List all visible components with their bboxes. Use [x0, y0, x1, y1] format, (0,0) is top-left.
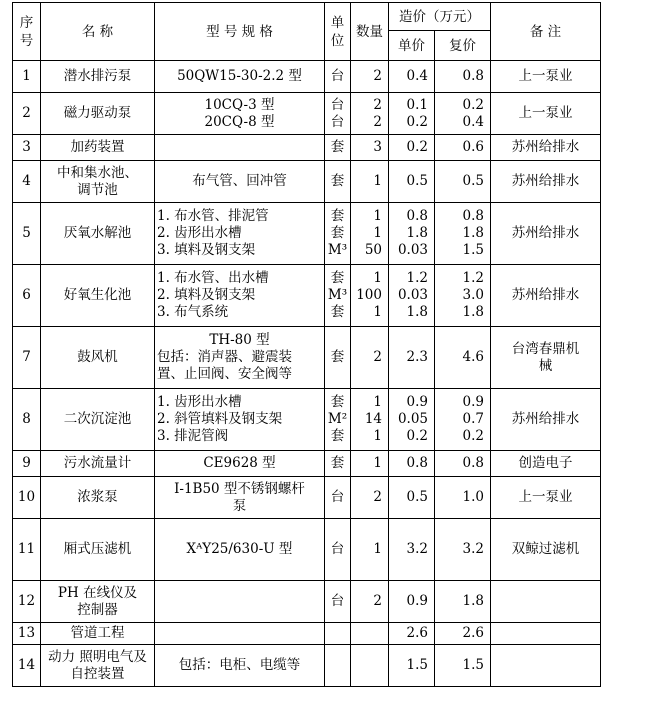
cell-remark: [491, 645, 601, 687]
cell-unit-price-line: 1.2: [406, 270, 428, 286]
cell-unit-price: [389, 135, 435, 161]
cell-unit-price-line: 0.9: [406, 593, 428, 609]
cell-total-price-line: 0.9: [462, 394, 484, 410]
header-unit-price: 单价: [389, 31, 435, 61]
cell-total-price-line: 3.2: [462, 541, 484, 557]
cell-qty: [351, 451, 389, 477]
header-unit: 单位: [325, 3, 351, 61]
cell-total-price: [435, 135, 491, 161]
header-spec: 型 号 规 格: [155, 3, 325, 61]
cell-total-price-line: 1.0: [462, 489, 484, 505]
cell-qty-line: 100: [356, 287, 382, 303]
cell-remark: [491, 327, 601, 389]
cell-qty: [351, 645, 389, 687]
cell-qty: [351, 477, 389, 519]
cell-unit-line: 台: [330, 68, 345, 84]
cell-seq-text: 14: [17, 657, 36, 673]
cell-total-price-line: 0.6: [462, 139, 484, 155]
cell-remark-line: 上一泵业: [518, 105, 573, 121]
cell-total-price-line: 4.6: [462, 349, 484, 365]
cell-seq: [13, 265, 41, 327]
cell-unit-price: [389, 327, 435, 389]
cell-spec: [155, 623, 325, 645]
cell-total-price-line: 1.5: [462, 242, 484, 258]
cell-spec: [155, 519, 325, 581]
cell-qty-line: 3: [373, 139, 382, 155]
cell-name-line: 厌氧水解池: [63, 225, 132, 241]
cell-total-price: [435, 519, 491, 581]
header-name: 名 称: [41, 3, 155, 61]
cell-unit: [325, 581, 351, 623]
cell-total-price-line: 0.5: [462, 173, 484, 189]
cell-name: [41, 203, 155, 265]
header-remark: 备 注: [491, 3, 601, 61]
cell-unit-price: [389, 645, 435, 687]
cell-spec: [155, 389, 325, 451]
cell-unit-price-line: 0.2: [406, 428, 428, 444]
cell-spec: [155, 327, 325, 389]
cell-remark-line: 苏州给排水: [511, 173, 580, 189]
cell-unit-line: 套: [330, 394, 345, 410]
cell-unit-line: 套: [330, 349, 345, 365]
cell-unit-price-line: 0.2: [406, 113, 428, 130]
cell-name-line: 浓浆泵: [77, 489, 118, 505]
cell-total-price: [435, 645, 491, 687]
cell-remark: [491, 203, 601, 265]
cell-remark: [491, 623, 601, 645]
cell-seq-text: 11: [17, 541, 36, 557]
cell-unit-price: [389, 581, 435, 623]
cell-unit-price-line: 0.8: [406, 455, 428, 471]
cell-name-line: 自控装置: [70, 665, 125, 682]
cell-total-price: [435, 61, 491, 93]
cell-qty-line: 1: [373, 225, 382, 241]
cell-spec-line: 20CQ-8 型: [204, 113, 275, 130]
cell-name-line: 好氧生化池: [63, 287, 132, 303]
cell-unit: [325, 519, 351, 581]
cell-name-line: 中和集水池、: [57, 164, 138, 181]
cell-spec-line: 包括：电柜、电缆等: [178, 657, 301, 673]
cell-spec-line: I-1B50 型不锈钢螺杆: [174, 480, 305, 497]
table-row: [13, 161, 601, 203]
cell-unit: [325, 161, 351, 203]
cell-unit-price: [389, 477, 435, 519]
cell-unit-price: [389, 93, 435, 135]
cell-remark-line: 上一泵业: [518, 489, 573, 505]
cell-name: [41, 61, 155, 93]
cell-qty: [351, 203, 389, 265]
cell-remark: [491, 389, 601, 451]
cell-spec-line: XᴬY25/630-U 型: [186, 541, 293, 557]
cell-remark: [491, 477, 601, 519]
cell-unit-line: M³: [327, 287, 348, 303]
cell-name-line: 动力 照明电气及: [48, 648, 147, 665]
cell-total-price-line: 1.8: [462, 304, 484, 320]
cell-total-price-line: 0.7: [462, 411, 484, 427]
cell-unit-price-line: 0.03: [397, 287, 428, 303]
cell-total-price-line: 0.8: [462, 208, 484, 224]
cell-name: [41, 645, 155, 687]
table-row: [13, 623, 601, 645]
cell-qty-line: 2: [373, 113, 382, 130]
cell-name-line: 磁力驱动泵: [63, 105, 132, 121]
cell-remark-line: 创造电子: [518, 455, 573, 471]
cell-spec: [155, 203, 325, 265]
cell-unit-line: 套: [330, 225, 345, 241]
cell-spec-line: 1. 布水管、出水槽: [157, 270, 269, 286]
cell-seq-text: 5: [22, 225, 31, 241]
cell-seq-text: 1: [22, 68, 31, 84]
cell-name-line: 加药装置: [70, 139, 125, 155]
cell-seq: [13, 61, 41, 93]
cell-unit-line: 套: [330, 455, 345, 471]
cell-unit-price-line: 0.5: [406, 489, 428, 505]
cell-qty-line: 1: [373, 173, 382, 189]
cell-total-price-line: 1.8: [462, 593, 484, 609]
cell-seq: [13, 645, 41, 687]
cell-qty: [351, 327, 389, 389]
cell-unit-line: 套: [330, 208, 345, 224]
cell-name-line: 鼓风机: [77, 349, 118, 365]
table-row: [13, 451, 601, 477]
cell-qty-line: 2: [373, 68, 382, 84]
cell-seq: [13, 161, 41, 203]
cell-seq-text: 6: [22, 287, 31, 303]
cell-total-price: [435, 451, 491, 477]
cell-total-price-line: 0.4: [462, 113, 484, 130]
cell-spec-line: 3. 布气系统: [157, 304, 229, 320]
cell-qty-line: 50: [364, 242, 382, 258]
cell-unit: [325, 451, 351, 477]
cell-seq-text: 3: [22, 139, 31, 155]
cell-spec-line: 2. 齿形出水槽: [157, 225, 242, 241]
cell-seq: [13, 581, 41, 623]
cell-remark-line: 台湾春鼎机: [511, 340, 580, 357]
cell-total-price-line: 0.2: [462, 428, 484, 444]
cell-remark: [491, 265, 601, 327]
cell-unit-price: [389, 451, 435, 477]
cell-seq: [13, 451, 41, 477]
cell-seq: [13, 93, 41, 135]
cell-remark-line: 苏州给排水: [511, 139, 580, 155]
cell-qty: [351, 519, 389, 581]
cell-unit: [325, 645, 351, 687]
header-cost-group: 造价（万元）: [389, 3, 491, 31]
cell-spec: [155, 581, 325, 623]
cell-seq-text: 7: [22, 349, 31, 365]
cell-unit-line: 套: [330, 270, 345, 286]
cell-spec: [155, 61, 325, 93]
cell-qty: [351, 623, 389, 645]
cell-name-line: 污水流量计: [63, 455, 132, 471]
cell-unit-price-line: 0.4: [406, 68, 428, 84]
cell-unit-price: [389, 61, 435, 93]
table-row: [13, 203, 601, 265]
cell-qty: [351, 161, 389, 203]
cell-name: [41, 135, 155, 161]
cell-name-line: 厢式压滤机: [63, 541, 132, 557]
cell-spec-line: 2. 斜管填料及钢支架: [157, 411, 283, 427]
table-row: [13, 581, 601, 623]
cell-qty-line: 1: [373, 394, 382, 410]
cell-name-line: PH 在线仪及: [57, 584, 138, 601]
cell-spec-line: 泵: [232, 497, 247, 514]
cell-total-price: [435, 327, 491, 389]
cell-spec-line: 1. 齿形出水槽: [157, 394, 242, 410]
table-row: [13, 93, 601, 135]
cell-qty-line: 1: [373, 304, 382, 320]
cell-qty-line: 1: [373, 270, 382, 286]
cell-name: [41, 451, 155, 477]
cell-unit: [325, 327, 351, 389]
cell-seq: [13, 389, 41, 451]
cell-spec-line: CE9628 型: [203, 455, 276, 471]
cell-spec-line: 10CQ-3 型: [204, 96, 275, 113]
cell-seq-text: 13: [17, 625, 36, 641]
cell-spec-line: 3. 排泥管阀: [157, 428, 229, 444]
cell-total-price: [435, 623, 491, 645]
table-row: [13, 265, 601, 327]
cell-unit-line: 台: [330, 541, 345, 557]
cell-qty-line: 1: [373, 455, 382, 471]
cell-spec: [155, 645, 325, 687]
cell-remark: [491, 61, 601, 93]
cell-total-price-line: 0.8: [462, 455, 484, 471]
cell-unit-price: [389, 161, 435, 203]
table-row: [13, 477, 601, 519]
equipment-table: [12, 2, 601, 687]
cell-qty-line: 2: [373, 349, 382, 365]
cell-spec: [155, 93, 325, 135]
cell-name: [41, 93, 155, 135]
cell-unit-price: [389, 265, 435, 327]
cell-seq: [13, 623, 41, 645]
cell-name-line: 控制器: [77, 601, 118, 618]
cell-total-price: [435, 161, 491, 203]
cell-name-line: 潜水排污泵: [63, 68, 132, 84]
cell-remark: [491, 519, 601, 581]
cell-spec-line: 置、止回阀、安全阀等: [157, 366, 292, 382]
cell-unit: [325, 61, 351, 93]
cell-remark-line: 上一泵业: [518, 68, 573, 84]
cell-remark: [491, 581, 601, 623]
cell-spec: [155, 161, 325, 203]
cell-remark: [491, 93, 601, 135]
cell-remark-line: 苏州给排水: [511, 287, 580, 303]
cell-total-price-line: 0.2: [462, 96, 484, 113]
table-row: [13, 645, 601, 687]
table-row: [13, 135, 601, 161]
cell-unit-price: [389, 623, 435, 645]
cell-unit-line: 套: [330, 428, 345, 444]
cell-unit-price-line: 2.6: [406, 625, 428, 641]
cell-name: [41, 327, 155, 389]
cell-unit-price-line: 0.2: [406, 139, 428, 155]
header-total-price: 复价: [435, 31, 491, 61]
cell-total-price: [435, 93, 491, 135]
cell-total-price: [435, 581, 491, 623]
cell-unit-price-line: 0.03: [397, 242, 428, 258]
cell-remark: [491, 161, 601, 203]
cell-seq-text: 8: [22, 411, 31, 427]
cell-qty-line: 1: [373, 541, 382, 557]
cell-unit: [325, 265, 351, 327]
cell-name: [41, 389, 155, 451]
cell-spec-line: 2. 填料及钢支架: [157, 287, 256, 303]
cell-qty: [351, 93, 389, 135]
cell-spec: [155, 477, 325, 519]
table-row: [13, 519, 601, 581]
cell-unit-price-line: 0.05: [397, 411, 428, 427]
cell-total-price-line: 1.5: [462, 657, 484, 673]
cell-unit-line: 套: [330, 139, 345, 155]
cell-spec: [155, 451, 325, 477]
cell-name: [41, 519, 155, 581]
cell-spec-line: 3. 填料及钢支架: [157, 242, 256, 258]
cell-seq: [13, 203, 41, 265]
cell-unit-price: [389, 519, 435, 581]
cell-qty: [351, 581, 389, 623]
cell-qty-line: 2: [373, 489, 382, 505]
cell-remark-line: 苏州给排水: [511, 225, 580, 241]
cell-qty: [351, 265, 389, 327]
cell-qty-line: 2: [373, 593, 382, 609]
table-row: [13, 61, 601, 93]
cell-qty: [351, 389, 389, 451]
cell-unit-price: [389, 203, 435, 265]
cell-name: [41, 623, 155, 645]
cell-unit-price-line: 1.5: [406, 657, 428, 673]
cell-spec-line: 布气管、回冲管: [192, 173, 287, 189]
cell-unit-price-line: 0.9: [406, 394, 428, 410]
cell-qty-line: 2: [373, 96, 382, 113]
cell-qty: [351, 61, 389, 93]
cell-unit: [325, 93, 351, 135]
cell-seq: [13, 327, 41, 389]
cell-remark-line: 械: [538, 357, 553, 374]
cell-spec: [155, 135, 325, 161]
cell-unit-price-line: 0.5: [406, 173, 428, 189]
cell-qty-line: 1: [373, 208, 382, 224]
cell-unit: [325, 389, 351, 451]
cell-name-line: 管道工程: [70, 625, 125, 641]
cell-unit-price-line: 0.8: [406, 208, 428, 224]
cell-qty-line: 14: [364, 411, 382, 427]
cell-unit-price-line: 0.1: [406, 96, 428, 113]
cell-unit-line: M²: [327, 411, 348, 427]
cell-total-price: [435, 389, 491, 451]
cell-unit-line: 台: [330, 113, 345, 130]
cell-qty: [351, 135, 389, 161]
cell-unit-price: [389, 389, 435, 451]
cell-name: [41, 581, 155, 623]
cell-name: [41, 477, 155, 519]
cell-unit: [325, 477, 351, 519]
cell-name: [41, 265, 155, 327]
cell-seq: [13, 135, 41, 161]
cell-remark: [491, 451, 601, 477]
cell-unit: [325, 203, 351, 265]
cell-seq: [13, 519, 41, 581]
cell-unit-price-line: 1.8: [406, 304, 428, 320]
cell-total-price: [435, 203, 491, 265]
cell-unit-line: 套: [330, 304, 345, 320]
cell-seq-text: 9: [22, 455, 31, 471]
cell-seq-text: 12: [17, 593, 36, 609]
cell-name-line: 调节池: [77, 181, 118, 198]
cell-spec-line: 1. 布水管、排泥管: [157, 208, 269, 224]
cell-total-price-line: 1.2: [462, 270, 484, 286]
cell-seq-text: 10: [17, 489, 36, 505]
cell-unit: [325, 135, 351, 161]
cell-unit-line: 台: [330, 489, 345, 505]
cell-name-line: 二次沉淀池: [63, 411, 132, 427]
cell-unit-price-line: 1.8: [406, 225, 428, 241]
cell-seq: [13, 477, 41, 519]
table-row: [13, 327, 601, 389]
cell-unit-line: 套: [330, 173, 345, 189]
cell-unit-line: M³: [327, 242, 348, 258]
cell-unit-line: 台: [330, 96, 345, 113]
cell-spec: [155, 265, 325, 327]
table-row: [13, 389, 601, 451]
cell-unit: [325, 623, 351, 645]
cell-total-price: [435, 477, 491, 519]
cell-unit-line: 台: [330, 593, 345, 609]
cell-total-price-line: 0.8: [462, 68, 484, 84]
cell-total-price-line: 2.6: [462, 625, 484, 641]
cell-total-price-line: 3.0: [462, 287, 484, 303]
cell-name: [41, 161, 155, 203]
cell-remark-line: 双鲸过滤机: [511, 541, 580, 557]
cell-total-price: [435, 265, 491, 327]
cell-seq-text: 2: [22, 105, 31, 121]
cell-seq-text: 4: [22, 173, 31, 189]
cell-remark: [491, 135, 601, 161]
cell-total-price-line: 1.8: [462, 225, 484, 241]
cell-qty-line: 1: [373, 428, 382, 444]
cell-spec-line: 包括：消声器、避震装: [157, 349, 292, 365]
cell-spec-line: TH-80 型: [209, 332, 270, 348]
cell-unit-price-line: 3.2: [406, 541, 428, 557]
cell-unit-price-line: 2.3: [406, 349, 428, 365]
header-qty: 数量: [351, 3, 389, 61]
cell-spec-line: 50QW15-30-2.2 型: [177, 68, 302, 84]
cell-remark-line: 苏州给排水: [511, 411, 580, 427]
header-seq: 序号: [13, 3, 41, 61]
